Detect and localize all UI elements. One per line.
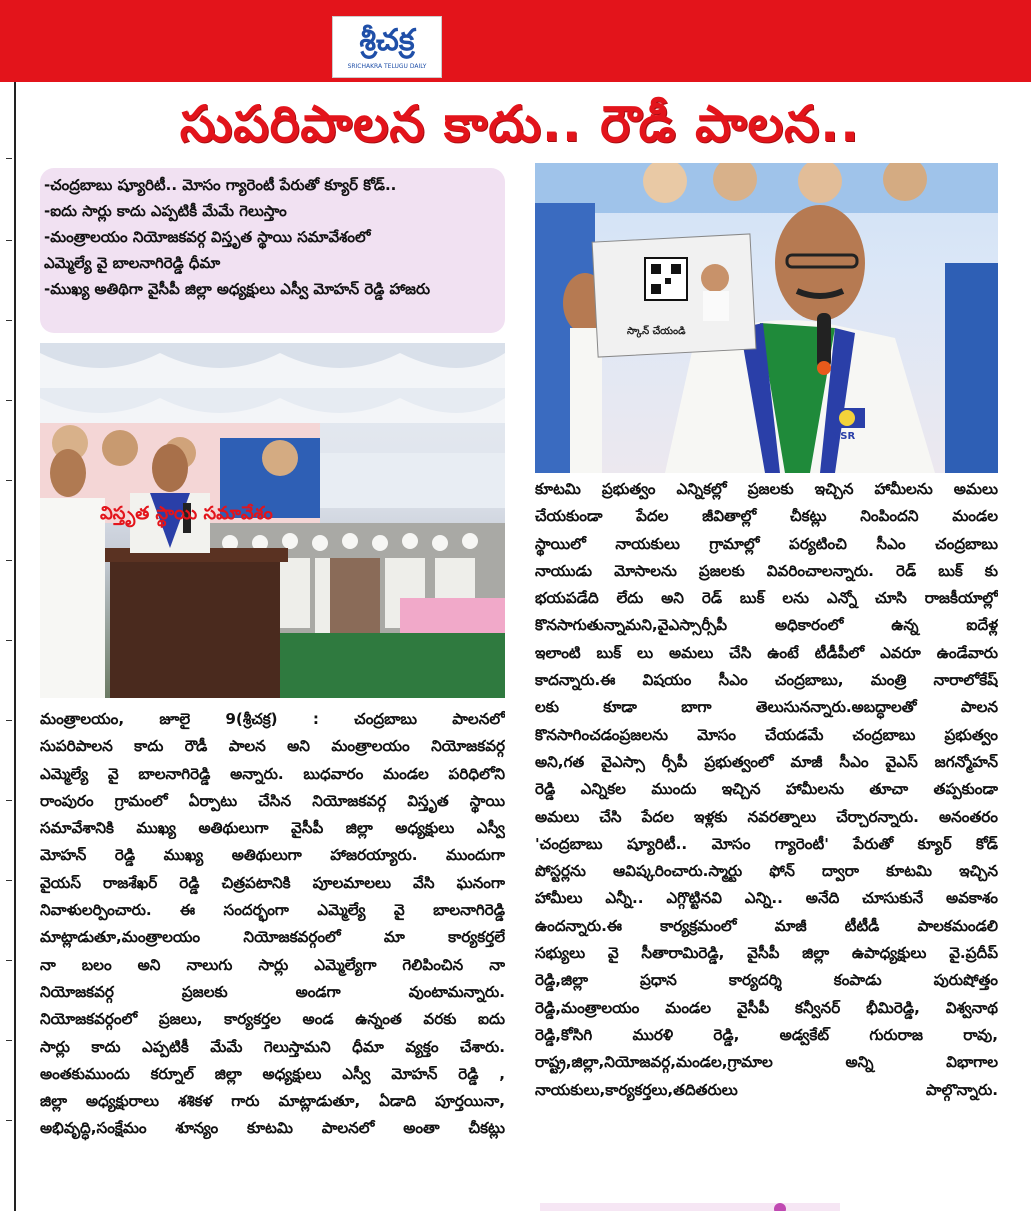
- logo-tagline: SRICHAKRA TELUGU DAILY: [347, 63, 427, 70]
- article-line: 'చంద్రబాబు ష్యూరిటీ.. మోసం గ్యారెంటీ' పేరుతో క్యూర్ కోడ్: [535, 834, 998, 853]
- article-line: మంత్రాలయం, జూలై 9(శ్రీచక్ర) : చంద్రబాబు పాలనలో: [40, 710, 505, 728]
- article-line: ఇలాంటి బుక్ లు అమలు చేసి ఉంటే టీడీపీలో ఎవరూ ఉండేవారు: [535, 643, 998, 662]
- article-line: రెడ్డి,మంత్రాలయం మండల వైసీపీ కన్వీనర్ భీమిరెడ్డి, విశ్వనాథ: [535, 998, 998, 1017]
- article-line: కొనసాగించడంప్రజలను మోసం చేయడమే చంద్రబాబు ప్రభుత్వం: [535, 725, 998, 744]
- article-line: నా బలం అని నాలుగు సార్లు ఎమ్మెల్యేగా గెలిపించిన నా: [40, 955, 505, 974]
- margin-dash: [6, 960, 12, 961]
- article-line: కాదన్నారు.ఈ విషయం సీఎం చంద్రబాబు, మంత్రి నారాలోకేష్: [535, 671, 998, 690]
- bullet-line: -మంత్రాలయం నియోజకవర్గ విస్తృత స్థాయి సమావేశంలో: [44, 228, 371, 246]
- article-line: సభ్యులు వై సీతారామిరెడ్డి, వైసీపీ జిల్లా ఉపాధ్యక్షులు వై.ప్రదీప్: [535, 944, 998, 963]
- bullet-line: ఎమ్మెల్యే వై బాలనాగిరెడ్డి ధీమా: [44, 254, 221, 272]
- article-line: నియోజకవర్గంలో ప్రజలు, కార్యకర్తల అండ ఉన్నంత వరకు ఐదు: [40, 1010, 505, 1029]
- newspaper-logo: [332, 16, 442, 78]
- margin-dash: [6, 1120, 12, 1121]
- margin-dash: [6, 158, 12, 159]
- article-line: అమలు చేసి పేదల ఇళ్లకు నవరత్నాలు చేర్చారన్నారు. అనంతరం: [535, 807, 998, 826]
- article-line: కొనసాగుతున్నామని,వైఎస్సార్సీపీ అధికారంలో ఉన్న ఐదేళ్ల: [535, 616, 998, 635]
- article-line: రెడ్డి ఎన్నికల ముందు ఇచ్చిన హామీలను తూచా తప్పకుండా: [535, 780, 998, 799]
- article-line: రెడ్డి,కోసిగి మురళి రెడ్డి, అడ్వకేట్ గురురాజ రావు,: [535, 1025, 998, 1044]
- article-body-left-column: [40, 706, 505, 1206]
- article-line: రాష్ట్ర,జిల్లా,నియోజవర్గ,మండల,గ్రామాల అన్ని విభాగాల: [535, 1053, 998, 1072]
- article-line: అని,గత వైఎస్సా ర్సీపీ ప్రభుత్వంలో మాజీ సీఎం వైఎస్ జగన్మోహన్: [535, 752, 998, 771]
- article-line: అభివృద్ధి,సంక్షేమం శూన్యం కూటమి పాలనలో అంతా చీకట్లు: [40, 1119, 505, 1138]
- left-margin-rule: [14, 82, 16, 1211]
- article-line: పోస్టర్లను ఆవిష్కరించారు.స్మార్టు ఫోన్ ద్వారా కూటమి ఇచ్చిన: [535, 862, 998, 881]
- margin-dash: [6, 880, 12, 881]
- article-line: మోహన్ రెడ్డి ముఖ్య అతిథులుగా హాజరయ్యారు. ముందుగా: [40, 846, 505, 865]
- margin-dash: [6, 560, 12, 561]
- badge-text: YSR: [833, 431, 856, 442]
- article-line: సార్లు కాదు ఎప్పటికీ మేమే గెలుస్తామని ధీమా వ్యక్తం చేశారు.: [40, 1037, 505, 1056]
- margin-dash: [6, 400, 12, 401]
- article-line: ఎమ్మెల్యే వై బాలనాగిరెడ్డి అన్నారు. బుధవారం మండల పరిధిలోని: [40, 764, 505, 783]
- next-article-edge: [540, 1200, 840, 1211]
- article-line: రాంపురం గ్రామంలో ఏర్పాటు చేసిన నియోజకవర్గ విస్తృత స్థాయి: [40, 791, 505, 810]
- bullet-line: -చంద్రబాబు ష్యూరిటీ.. మోసం గ్యారెంటీ పేరుతో క్యూర్ కోడ్..: [44, 176, 397, 194]
- article-line: సమావేశానికి ముఖ్య అతిథులుగా వైసీపీ జిల్లా అధ్యక్షులు ఎస్వీ: [40, 819, 505, 838]
- meeting-photo: [40, 343, 505, 698]
- article-line: భయపడేది లేదు అని రెడ్ బుక్ లను ఎన్నో చూసి రాజకీయాల్లో: [535, 589, 998, 608]
- qr-pamphlet-text: స్కాన్ చేయండి: [627, 326, 686, 337]
- logo-text: శ్రీచక్ర: [359, 23, 415, 58]
- article-line: కూటమి ప్రభుత్వం ఎన్నికల్లో ప్రజలకు ఇచ్చిన హామీలను అమలు: [535, 480, 998, 498]
- article-line: మాట్లాడుతూ,మంత్రాలయం నియోజకవర్గంలో మా కార్యకర్తలే: [40, 928, 505, 947]
- speaker-photo: [535, 163, 998, 473]
- stage-banner-text: విస్తృత స్థాయి సమావేశం: [100, 503, 273, 524]
- article-line: వైయస్ రాజశేఖర్ రెడ్డి చిత్రపటానికి పూలమాలలు వేసి ఘనంగా: [40, 873, 505, 892]
- article-line: అంతకుముందు కర్నూల్ జిల్లా అధ్యక్షులు ఎస్వీ మోహన్ రెడ్డి ,: [40, 1064, 505, 1083]
- bullet-line: -ఐదు సార్లు కాదు ఎప్పటికీ మేమే గెలుస్తాం: [44, 202, 287, 220]
- summary-bullets-box: [40, 168, 505, 333]
- article-line: నియోజకవర్గ ప్రజలకు అండగా వుంటామన్నారు.: [40, 982, 505, 1001]
- article-line: స్థాయిలో నాయకులు గ్రామాల్లో పర్యటించి సీఎం చంద్రబాబు: [535, 534, 998, 553]
- margin-dash: [6, 1040, 12, 1041]
- margin-dash: [6, 720, 12, 721]
- article-line: నాయకులు,కార్యకర్తలు,తదితరులు పాల్గొన్నారు.: [535, 1080, 998, 1099]
- headline: సుపరిపాలన కాదు.. రౌడీ పాలన..: [179, 95, 861, 153]
- margin-dash: [6, 640, 12, 641]
- article-line: హామీలు ఎన్నీ.. ఎగ్గొట్టినవి ఎన్ని.. అనేది చూసుకునే అవకాశం: [535, 889, 998, 908]
- article-line: జిల్లా అధ్యక్షురాలు శశికళ గారు మాట్లాడుతూ, ఏడాది పూర్తయినా,: [40, 1092, 505, 1111]
- bullet-line: -ముఖ్య అతిథిగా వైసీపీ జిల్లా అధ్యక్షులు ఎస్వీ మోహన్ రెడ్డి హాజరు: [44, 280, 431, 298]
- margin-dash: [6, 320, 12, 321]
- masthead-bar: [0, 0, 1031, 82]
- article-line: నాయుడు మోసాలను ప్రజలకు వివరించాలన్నారు. రెడ్ బుక్ కు: [535, 561, 998, 580]
- article-line: రెడ్డి,జిల్లా ప్రధాన కార్యదర్శి కంపాడు పురుషోత్తం: [535, 971, 998, 990]
- article-line: సుపరిపాలన కాదు రౌడీ పాలన అని మంత్రాలయం నియోజకవర్గ: [40, 737, 505, 756]
- article-line: ఉందన్నారు.ఈ కార్యక్రమంలో మాజీ టీటీడీ పాలకమండలి: [535, 916, 998, 935]
- article-line: నివాళులర్పించారు. ఈ సందర్భంగా ఎమ్మెల్యే వై బాలనాగిరెడ్డి: [40, 901, 505, 920]
- margin-dash: [6, 240, 12, 241]
- article-line: లకు కూడా బాగా తెలుసునన్నారు.అబద్ధాలతో పాలన: [535, 698, 998, 717]
- speaker-photo-illustration: [535, 163, 998, 473]
- article-line: చేయకుండా పేదల జీవితాల్లో చీకట్లు నింపిందని మండల: [535, 507, 998, 526]
- margin-dash: [6, 480, 12, 481]
- margin-dash: [6, 800, 12, 801]
- article-body-right-column: [535, 476, 998, 1196]
